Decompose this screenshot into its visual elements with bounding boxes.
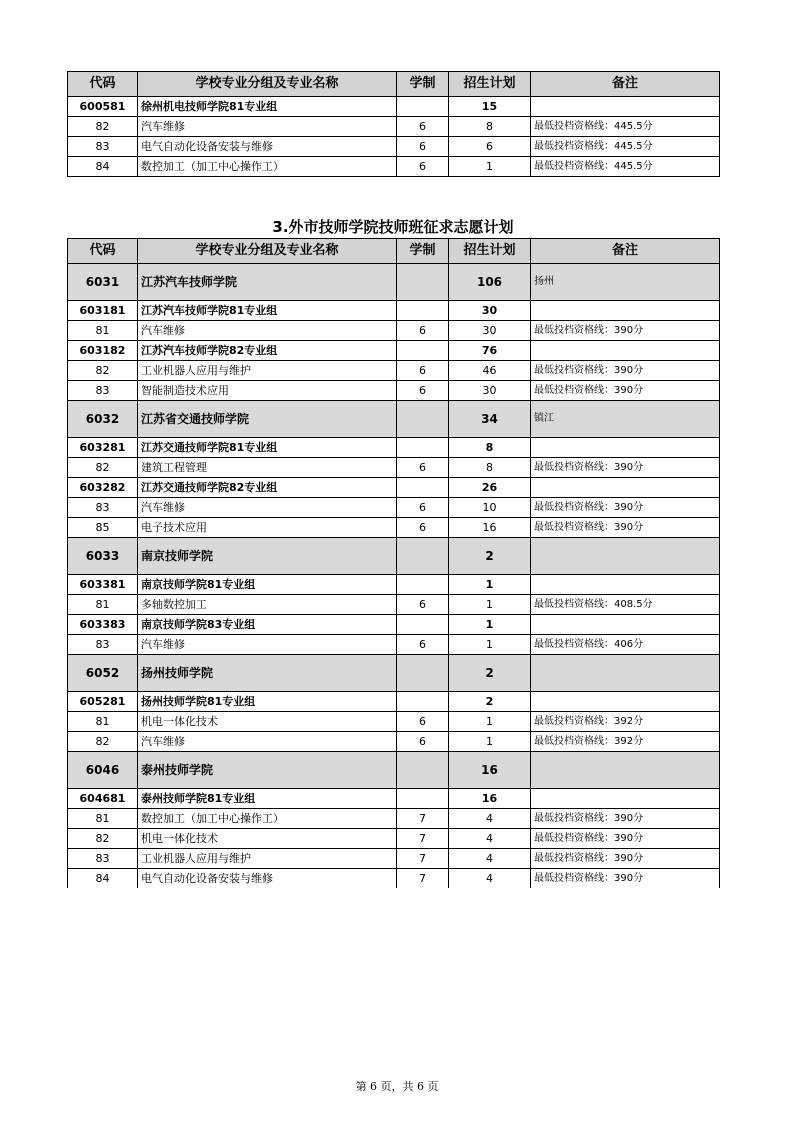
duration-cell: 6 xyxy=(397,137,449,157)
code-cell: 604681 xyxy=(68,789,138,809)
code-cell: 82 xyxy=(68,117,138,137)
header-duration: 学制 xyxy=(397,239,449,264)
major-row xyxy=(68,117,720,137)
duration-cell xyxy=(397,97,449,117)
note-cell: 最低投档资格线：390分 xyxy=(531,321,720,341)
name-cell: 南京技师学院81专业组 xyxy=(138,575,397,595)
name-cell: 汽车维修 xyxy=(138,498,397,518)
code-cell: 605281 xyxy=(68,692,138,712)
name-cell: 江苏汽车技师学院 xyxy=(138,264,397,301)
duration-cell xyxy=(397,615,449,635)
name-cell: 电气自动化设备安装与维修 xyxy=(138,869,397,889)
note-cell: 镇江 xyxy=(531,401,720,438)
duration-cell: 7 xyxy=(397,849,449,869)
name-cell: 工业机器人应用与维护 xyxy=(138,849,397,869)
note-cell: 最低投档资格线：445.5分 xyxy=(531,157,720,177)
plan-cell: 8 xyxy=(449,458,531,478)
name-cell: 数控加工（加工中心操作工） xyxy=(138,157,397,177)
code-cell: 603381 xyxy=(68,575,138,595)
plan-cell: 10 xyxy=(449,498,531,518)
note-cell: 最低投档资格线：392分 xyxy=(531,732,720,752)
major-row xyxy=(68,595,720,615)
duration-cell: 6 xyxy=(397,157,449,177)
name-cell: 南京技师学院83专业组 xyxy=(138,615,397,635)
code-cell: 6032 xyxy=(68,401,138,438)
major-row xyxy=(68,869,720,889)
table-2-body xyxy=(68,239,720,889)
name-cell: 多轴数控加工 xyxy=(138,595,397,615)
duration-cell: 6 xyxy=(397,117,449,137)
note-cell xyxy=(531,615,720,635)
duration-cell xyxy=(397,692,449,712)
plan-cell: 76 xyxy=(449,341,531,361)
code-cell: 6052 xyxy=(68,655,138,692)
duration-cell xyxy=(397,752,449,789)
name-cell: 江苏交通技师学院82专业组 xyxy=(138,478,397,498)
code-cell: 82 xyxy=(68,361,138,381)
header-note: 备注 xyxy=(531,72,720,97)
name-cell: 汽车维修 xyxy=(138,321,397,341)
duration-cell: 6 xyxy=(397,321,449,341)
code-cell: 82 xyxy=(68,829,138,849)
school-row xyxy=(68,538,720,575)
header-plan: 招生计划 xyxy=(449,239,531,264)
code-cell: 603383 xyxy=(68,615,138,635)
plan-cell: 26 xyxy=(449,478,531,498)
major-row xyxy=(68,829,720,849)
note-cell xyxy=(531,752,720,789)
note-cell: 最低投档资格线：390分 xyxy=(531,518,720,538)
header-code: 代码 xyxy=(68,239,138,264)
school-row xyxy=(68,655,720,692)
note-cell xyxy=(531,478,720,498)
name-cell: 电子技术应用 xyxy=(138,518,397,538)
duration-cell xyxy=(397,538,449,575)
plan-cell: 16 xyxy=(449,752,531,789)
duration-cell: 6 xyxy=(397,361,449,381)
major-row xyxy=(68,137,720,157)
duration-cell xyxy=(397,655,449,692)
enrollment-table-2 xyxy=(67,238,720,888)
name-cell: 扬州技师学院81专业组 xyxy=(138,692,397,712)
plan-cell: 46 xyxy=(449,361,531,381)
plan-cell: 2 xyxy=(449,655,531,692)
name-cell: 机电一体化技术 xyxy=(138,829,397,849)
school-row xyxy=(68,401,720,438)
plan-cell: 2 xyxy=(449,692,531,712)
duration-cell: 6 xyxy=(397,381,449,401)
plan-cell: 1 xyxy=(449,157,531,177)
code-cell: 83 xyxy=(68,498,138,518)
name-cell: 机电一体化技术 xyxy=(138,712,397,732)
name-cell: 南京技师学院 xyxy=(138,538,397,575)
group-row xyxy=(68,478,720,498)
note-cell: 最低投档资格线：445.5分 xyxy=(531,117,720,137)
code-cell: 6031 xyxy=(68,264,138,301)
note-cell xyxy=(531,692,720,712)
code-cell: 6033 xyxy=(68,538,138,575)
header-name: 学校专业分组及专业名称 xyxy=(138,239,397,264)
plan-cell: 30 xyxy=(449,321,531,341)
major-row xyxy=(68,381,720,401)
duration-cell: 7 xyxy=(397,829,449,849)
plan-cell: 1 xyxy=(449,595,531,615)
plan-cell: 2 xyxy=(449,538,531,575)
note-cell xyxy=(531,789,720,809)
name-cell: 江苏汽车技师学院81专业组 xyxy=(138,301,397,321)
group-row xyxy=(68,341,720,361)
note-cell: 最低投档资格线：390分 xyxy=(531,829,720,849)
note-cell: 最低投档资格线：392分 xyxy=(531,712,720,732)
plan-cell: 4 xyxy=(449,829,531,849)
duration-cell xyxy=(397,341,449,361)
note-cell xyxy=(531,438,720,458)
major-row xyxy=(68,732,720,752)
note-cell: 最低投档资格线：445.5分 xyxy=(531,137,720,157)
duration-cell: 7 xyxy=(397,809,449,829)
section-title: 3.外市技师学院技师班征求志愿计划 xyxy=(272,218,514,236)
code-cell: 83 xyxy=(68,137,138,157)
name-cell: 智能制造技术应用 xyxy=(138,381,397,401)
note-cell: 最低投档资格线：390分 xyxy=(531,809,720,829)
group-row xyxy=(68,438,720,458)
header-code: 代码 xyxy=(68,72,138,97)
duration-cell: 6 xyxy=(397,732,449,752)
note-cell: 最低投档资格线：406分 xyxy=(531,635,720,655)
group-row xyxy=(68,575,720,595)
code-cell: 83 xyxy=(68,849,138,869)
note-cell xyxy=(531,301,720,321)
major-row xyxy=(68,321,720,341)
plan-cell: 30 xyxy=(449,381,531,401)
plan-cell: 16 xyxy=(449,518,531,538)
group-row xyxy=(68,615,720,635)
header-duration: 学制 xyxy=(397,72,449,97)
code-cell: 81 xyxy=(68,712,138,732)
plan-cell: 34 xyxy=(449,401,531,438)
duration-cell xyxy=(397,575,449,595)
code-cell: 6046 xyxy=(68,752,138,789)
table-header-row xyxy=(68,239,720,264)
code-cell: 81 xyxy=(68,595,138,615)
name-cell: 汽车维修 xyxy=(138,117,397,137)
header-name: 学校专业分组及专业名称 xyxy=(138,72,397,97)
plan-cell: 1 xyxy=(449,615,531,635)
note-cell xyxy=(531,341,720,361)
name-cell: 数控加工（加工中心操作工） xyxy=(138,809,397,829)
plan-cell: 16 xyxy=(449,789,531,809)
code-cell: 81 xyxy=(68,321,138,341)
code-cell: 600581 xyxy=(68,97,138,117)
school-row xyxy=(68,752,720,789)
note-cell: 最低投档资格线：390分 xyxy=(531,849,720,869)
plan-cell: 1 xyxy=(449,635,531,655)
major-row xyxy=(68,458,720,478)
duration-cell xyxy=(397,264,449,301)
plan-cell: 106 xyxy=(449,264,531,301)
code-cell: 83 xyxy=(68,635,138,655)
note-cell xyxy=(531,655,720,692)
code-cell: 81 xyxy=(68,809,138,829)
note-cell: 最低投档资格线：390分 xyxy=(531,498,720,518)
plan-cell: 4 xyxy=(449,869,531,889)
group-row xyxy=(68,301,720,321)
duration-cell: 6 xyxy=(397,498,449,518)
duration-cell xyxy=(397,478,449,498)
name-cell: 电气自动化设备安装与维修 xyxy=(138,137,397,157)
duration-cell: 6 xyxy=(397,458,449,478)
code-cell: 603281 xyxy=(68,438,138,458)
duration-cell xyxy=(397,438,449,458)
duration-cell: 6 xyxy=(397,595,449,615)
group-row xyxy=(68,97,720,117)
duration-cell xyxy=(397,401,449,438)
header-plan: 招生计划 xyxy=(449,72,531,97)
name-cell: 江苏交通技师学院81专业组 xyxy=(138,438,397,458)
table-header-row xyxy=(68,72,720,97)
duration-cell: 6 xyxy=(397,712,449,732)
note-cell xyxy=(531,575,720,595)
major-row xyxy=(68,635,720,655)
code-cell: 84 xyxy=(68,869,138,889)
name-cell: 徐州机电技师学院81专业组 xyxy=(138,97,397,117)
header-note: 备注 xyxy=(531,239,720,264)
plan-cell: 30 xyxy=(449,301,531,321)
plan-cell: 8 xyxy=(449,117,531,137)
plan-cell: 4 xyxy=(449,809,531,829)
plan-cell: 1 xyxy=(449,732,531,752)
group-row xyxy=(68,789,720,809)
duration-cell: 6 xyxy=(397,518,449,538)
name-cell: 江苏省交通技师学院 xyxy=(138,401,397,438)
name-cell: 江苏汽车技师学院82专业组 xyxy=(138,341,397,361)
note-cell: 最低投档资格线：390分 xyxy=(531,869,720,889)
page-footer: 第 6 页，共 6 页 xyxy=(355,1080,439,1093)
duration-cell: 7 xyxy=(397,869,449,889)
name-cell: 泰州技师学院 xyxy=(138,752,397,789)
major-row xyxy=(68,518,720,538)
note-cell: 最低投档资格线：390分 xyxy=(531,361,720,381)
name-cell: 工业机器人应用与维护 xyxy=(138,361,397,381)
note-cell xyxy=(531,97,720,117)
major-row xyxy=(68,157,720,177)
plan-cell: 1 xyxy=(449,575,531,595)
code-cell: 84 xyxy=(68,157,138,177)
note-cell: 扬州 xyxy=(531,264,720,301)
major-row xyxy=(68,712,720,732)
code-cell: 82 xyxy=(68,732,138,752)
duration-cell xyxy=(397,789,449,809)
note-cell: 最低投档资格线：390分 xyxy=(531,458,720,478)
code-cell: 603181 xyxy=(68,301,138,321)
major-row xyxy=(68,809,720,829)
name-cell: 泰州技师学院81专业组 xyxy=(138,789,397,809)
code-cell: 83 xyxy=(68,381,138,401)
code-cell: 85 xyxy=(68,518,138,538)
plan-cell: 4 xyxy=(449,849,531,869)
plan-cell: 15 xyxy=(449,97,531,117)
name-cell: 汽车维修 xyxy=(138,635,397,655)
note-cell xyxy=(531,538,720,575)
duration-cell xyxy=(397,301,449,321)
name-cell: 汽车维修 xyxy=(138,732,397,752)
code-cell: 603182 xyxy=(68,341,138,361)
plan-cell: 8 xyxy=(449,438,531,458)
name-cell: 扬州技师学院 xyxy=(138,655,397,692)
name-cell: 建筑工程管理 xyxy=(138,458,397,478)
code-cell: 82 xyxy=(68,458,138,478)
plan-cell: 1 xyxy=(449,712,531,732)
major-row xyxy=(68,361,720,381)
note-cell: 最低投档资格线：408.5分 xyxy=(531,595,720,615)
duration-cell: 6 xyxy=(397,635,449,655)
table-1-body xyxy=(68,72,720,177)
major-row xyxy=(68,498,720,518)
plan-cell: 6 xyxy=(449,137,531,157)
major-row xyxy=(68,849,720,869)
enrollment-table-1 xyxy=(67,71,720,177)
note-cell: 最低投档资格线：390分 xyxy=(531,381,720,401)
school-row xyxy=(68,264,720,301)
group-row xyxy=(68,692,720,712)
code-cell: 603282 xyxy=(68,478,138,498)
